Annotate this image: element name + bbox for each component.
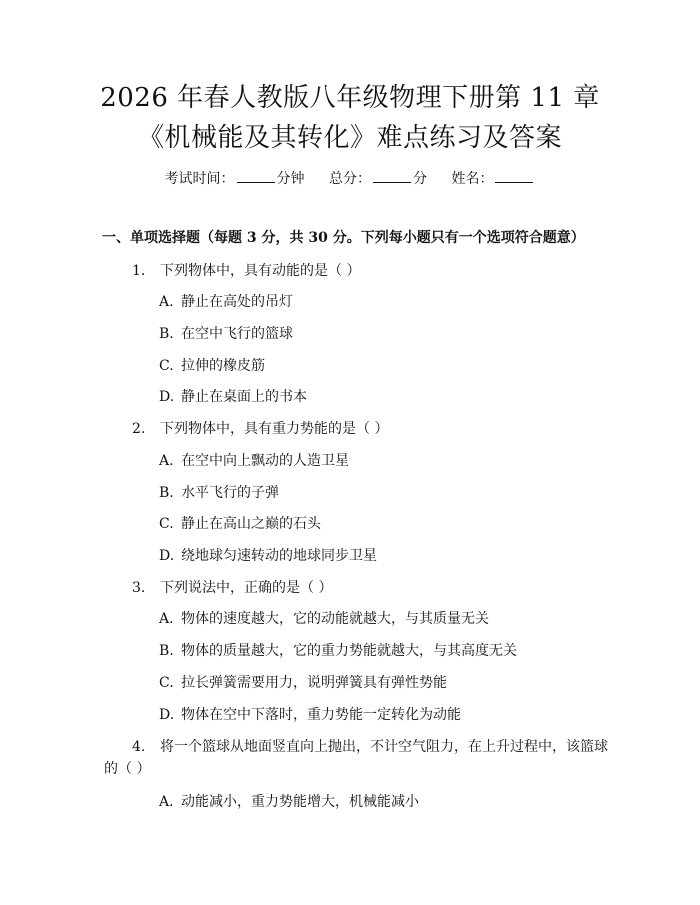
exam-time-label: 考试时间：	[164, 171, 235, 187]
exam-time-field	[165, 168, 305, 189]
question-text: 将一个篮球从地面竖直向上抛出，不计空气阻力，在上升过程中，该篮球	[160, 739, 608, 755]
question-1-option-a	[159, 292, 293, 312]
document-title-line2: 《机械能及其转化》难点练习及答案	[137, 123, 562, 153]
question-number: 1.	[132, 263, 146, 279]
question-1-option-d	[159, 387, 307, 407]
option-letter: A.	[159, 294, 174, 310]
option-text: 静止在桌面上的书本	[181, 389, 307, 405]
question-number: 3.	[132, 580, 146, 596]
question-3-option-d	[159, 705, 461, 725]
question-2-option-c	[159, 514, 321, 534]
option-text: 静止在高山之巅的石头	[181, 516, 321, 532]
exam-time-blank	[237, 168, 275, 183]
student-name-field	[451, 168, 535, 189]
question-number: 4.	[132, 739, 146, 755]
option-letter: B.	[159, 326, 174, 342]
question-1-option-b	[159, 324, 293, 344]
option-text: 在空中向上飘动的人造卫星	[181, 453, 349, 469]
option-text: 拉长弹簧需要用力，说明弹簧具有弹性势能	[181, 675, 447, 691]
question-2-option-b	[159, 483, 279, 503]
option-letter: D.	[159, 707, 175, 723]
option-letter: A.	[159, 794, 174, 810]
question-3-option-b	[159, 641, 517, 661]
question-1-option-c	[159, 356, 265, 376]
option-letter: B.	[159, 643, 174, 659]
question-2-stem	[132, 419, 388, 439]
option-text: 动能减小，重力势能增大，机械能减小	[181, 794, 419, 810]
total-score-blank	[373, 168, 411, 183]
question-text: 下列物体中，具有动能的是（ ）	[160, 263, 361, 279]
option-text: 拉伸的橡皮筋	[181, 358, 265, 374]
option-text: 物体的质量越大，它的重力势能就越大，与其高度无关	[181, 643, 517, 659]
option-text: 绕地球匀速转动的地球同步卫星	[181, 548, 377, 564]
exam-info-row	[0, 168, 700, 189]
option-text: 在空中飞行的篮球	[181, 326, 293, 342]
option-letter: D.	[159, 548, 175, 564]
option-text: 物体的速度越大，它的动能就越大，与其质量无关	[181, 611, 489, 627]
total-score-field	[329, 168, 427, 189]
question-4-stem-line1	[132, 737, 608, 757]
question-text: 下列物体中，具有重力势能的是（ ）	[160, 421, 389, 437]
option-letter: A.	[159, 453, 174, 469]
question-1-stem	[132, 261, 360, 281]
option-letter: D.	[159, 389, 175, 405]
section-heading-single-choice: 一、单项选择题（每题 3 分，共 30 分。下列每小题只有一个选项符合题意）	[102, 230, 585, 246]
question-4-stem-line2: 的（ ）	[104, 761, 151, 777]
document-title-line1: 2026 年春人教版八年级物理下册第 11 章	[100, 83, 600, 113]
option-letter: A.	[159, 611, 174, 627]
question-text: 下列说法中，正确的是（ ）	[160, 580, 333, 596]
question-4-option-a	[159, 792, 419, 812]
question-2-option-a	[159, 451, 349, 471]
option-letter: C.	[159, 358, 174, 374]
exam-time-unit: 分钟	[276, 171, 305, 187]
total-score-unit: 分	[413, 171, 427, 187]
option-text: 水平飞行的子弹	[181, 485, 279, 501]
option-letter: C.	[159, 675, 174, 691]
option-letter: B.	[159, 485, 174, 501]
question-2-option-d	[159, 546, 377, 566]
option-text: 静止在高处的吊灯	[181, 294, 293, 310]
total-score-label: 总分：	[329, 171, 371, 187]
question-number: 2.	[132, 421, 146, 437]
option-text: 物体在空中下落时，重力势能一定转化为动能	[181, 707, 461, 723]
option-letter: C.	[159, 516, 174, 532]
student-name-label: 姓名：	[451, 171, 494, 187]
question-3-option-c	[159, 673, 447, 693]
student-name-blank	[495, 168, 533, 183]
question-3-option-a	[159, 609, 489, 629]
question-3-stem	[132, 578, 332, 598]
